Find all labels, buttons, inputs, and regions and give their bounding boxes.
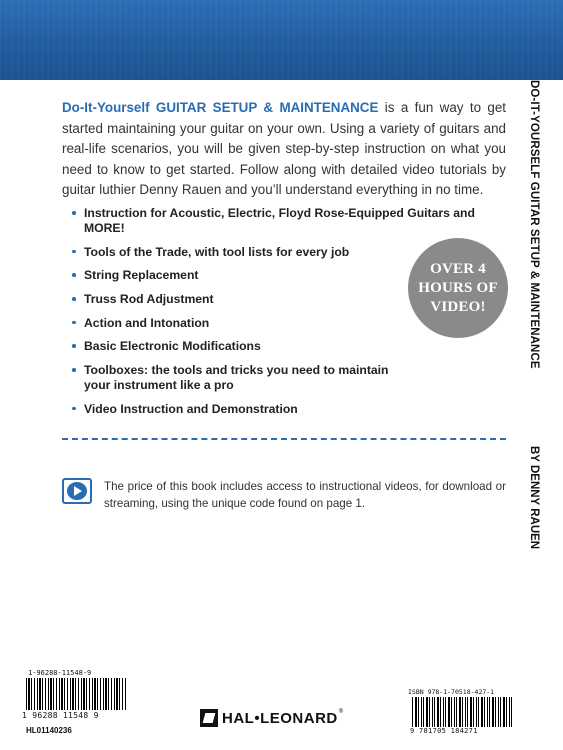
- play-video-icon: [62, 478, 92, 504]
- isbn-label: ISBN 978-1-70518-427-1: [408, 688, 495, 696]
- bullet-icon: [72, 250, 76, 254]
- bullet-icon: [72, 211, 76, 215]
- badge-text: OVER 4 HOURS OF VIDEO!: [418, 260, 498, 315]
- video-access-note: The price of this book includes access to instructional videos, for download or streaming, using the unique code found on page 1.: [104, 480, 506, 511]
- feature-item: String Replacement: [72, 268, 512, 283]
- bullet-icon: [72, 321, 76, 325]
- barcode-left: [26, 678, 126, 710]
- feature-item: Truss Rod Adjustment: [72, 292, 512, 307]
- publisher-name: HAL•LEONARD: [222, 709, 338, 727]
- publisher-logo: [200, 707, 343, 729]
- feature-item: Tools of the Trade, with tool lists for every job: [72, 245, 512, 260]
- play-triangle-icon: [74, 486, 82, 496]
- barcode-right: [412, 697, 512, 727]
- feature-item: Toolboxes: the tools and tricks you need to maintain your instrument like a pro: [72, 363, 394, 393]
- barcode-left-number: 1-96288-11548-9: [28, 669, 92, 677]
- header-band: [0, 0, 563, 80]
- feature-item: Basic Electronic Modifications: [72, 339, 512, 354]
- feature-item: Instruction for Acoustic, Electric, Floyd Rose-Equipped Guitars and MORE!: [72, 206, 512, 236]
- bullet-icon: [72, 297, 76, 301]
- dashed-divider: [62, 438, 506, 440]
- spine-author: BY DENNY RAUEN: [528, 446, 540, 550]
- intro-rest: is a fun way to get started maintaining your guitar on your own. Using a variety of guitars and real-life scenarios, you will be given step-by-step instruction on what you need to know to get started. Follow along with detailed video tutorials by guitar luthier Denny Rauen and you’ll understand everything in no time.: [62, 100, 507, 198]
- video-hours-badge: [408, 238, 508, 338]
- registered-icon: ®: [338, 709, 344, 715]
- intro-lead: Do-It-Yourself: [62, 100, 156, 115]
- bullet-icon: [72, 368, 76, 372]
- item-code: HL01140236: [26, 726, 72, 735]
- intro-title: GUITAR SETUP & MAINTENANCE: [155, 100, 379, 115]
- spine-title: DO-IT-YOURSELF GUITAR SETUP & MAINTENANCE: [528, 80, 540, 369]
- bullet-icon: [72, 344, 76, 348]
- publisher-mark-icon: [200, 709, 218, 727]
- barcode-left-digits: 1 96288 11548 9: [22, 711, 99, 720]
- bullet-icon: [72, 273, 76, 277]
- bullet-icon: [72, 407, 76, 411]
- feature-item: Video Instruction and Demonstration: [72, 402, 512, 417]
- feature-item: Action and Intonation: [72, 316, 512, 331]
- intro-paragraph: [62, 98, 506, 201]
- barcode-right-digits: 9 781705 184271: [410, 727, 478, 735]
